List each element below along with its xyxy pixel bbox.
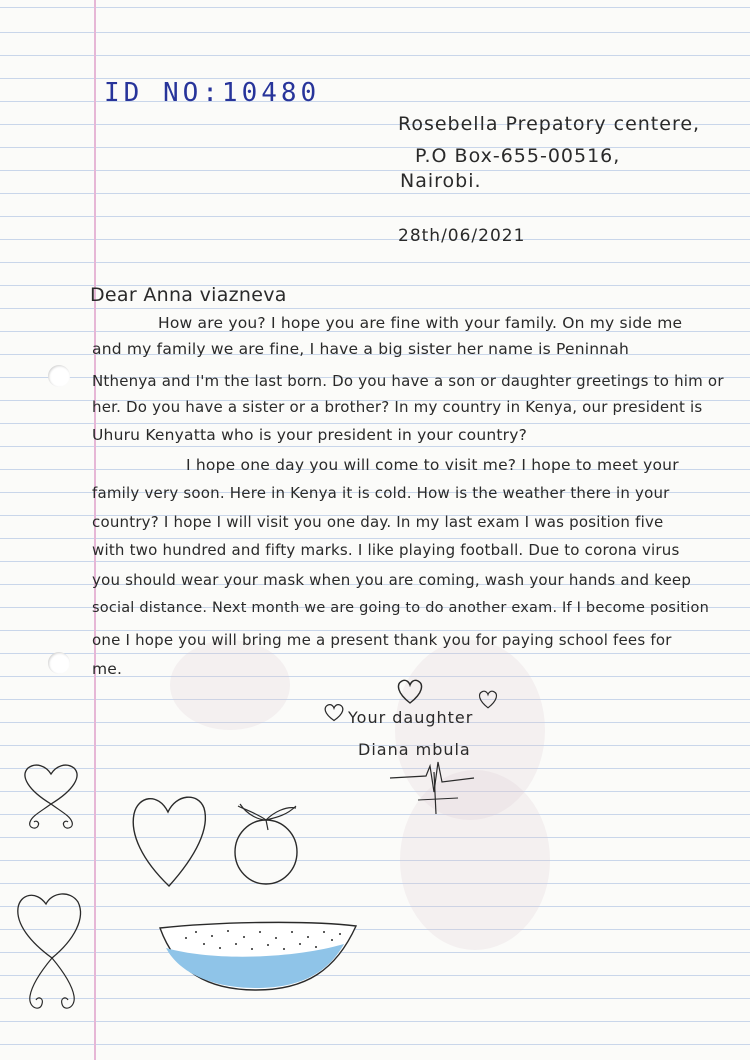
body-line: me.: [92, 660, 123, 678]
id-number: ID NO:10480: [104, 78, 321, 108]
small-heart-icon: [477, 688, 499, 710]
body-line: her. Do you have a sister or a brother? In my country in Kenya, our president is: [92, 398, 703, 416]
heart-icon: [128, 790, 210, 890]
closing-line-2: Diana mbula: [358, 740, 471, 759]
smudge: [170, 640, 290, 730]
address-line-3: Nairobi.: [400, 170, 482, 192]
punch-hole: [48, 365, 70, 387]
body-line: social distance. Next month we are going to do another exam. If I become position: [92, 600, 709, 616]
body-line: and my family we are fine, I have a big sister her name is Peninnah: [92, 340, 630, 358]
body-line: family very soon. Here in Kenya it is cold. How is the weather there in your: [92, 484, 670, 502]
letter-date: 28th/06/2021: [398, 226, 526, 246]
signature-mark: [388, 752, 478, 822]
body-line: I hope one day you will come to visit me? I hope to meet your: [186, 456, 679, 474]
closing-line-1: Your daughter: [348, 708, 474, 727]
salutation: Dear Anna viazneva: [90, 284, 287, 306]
body-line: with two hundred and fifty marks. I like playing football. Due to corona virus: [92, 541, 680, 559]
heart-scroll-icon: [12, 888, 88, 1018]
body-line: one I hope you will bring me a present thank you for paying school fees for: [92, 631, 672, 649]
body-line: you should wear your mask when you are coming, wash your hands and keep: [92, 571, 692, 589]
body-line: How are you? I hope you are fine with your family. On my side me: [158, 314, 683, 332]
body-line: Nthenya and I'm the last born. Do you have a son or daughter greetings to him or: [92, 372, 724, 390]
body-line: Uhuru Kenyatta who is your president in your country?: [92, 426, 528, 444]
bowl-icon: [156, 918, 360, 994]
apple-icon: [230, 798, 302, 888]
punch-hole: [48, 652, 70, 674]
small-heart-icon: [395, 676, 425, 706]
small-heart-icon: [322, 702, 346, 722]
heart-scroll-icon: [18, 762, 84, 838]
body-line: country? I hope I will visit you one day. In my last exam I was position five: [92, 513, 664, 531]
address-line-2: P.O Box-655-00516,: [415, 145, 621, 167]
address-line-1: Rosebella Prepatory centere,: [398, 113, 701, 135]
